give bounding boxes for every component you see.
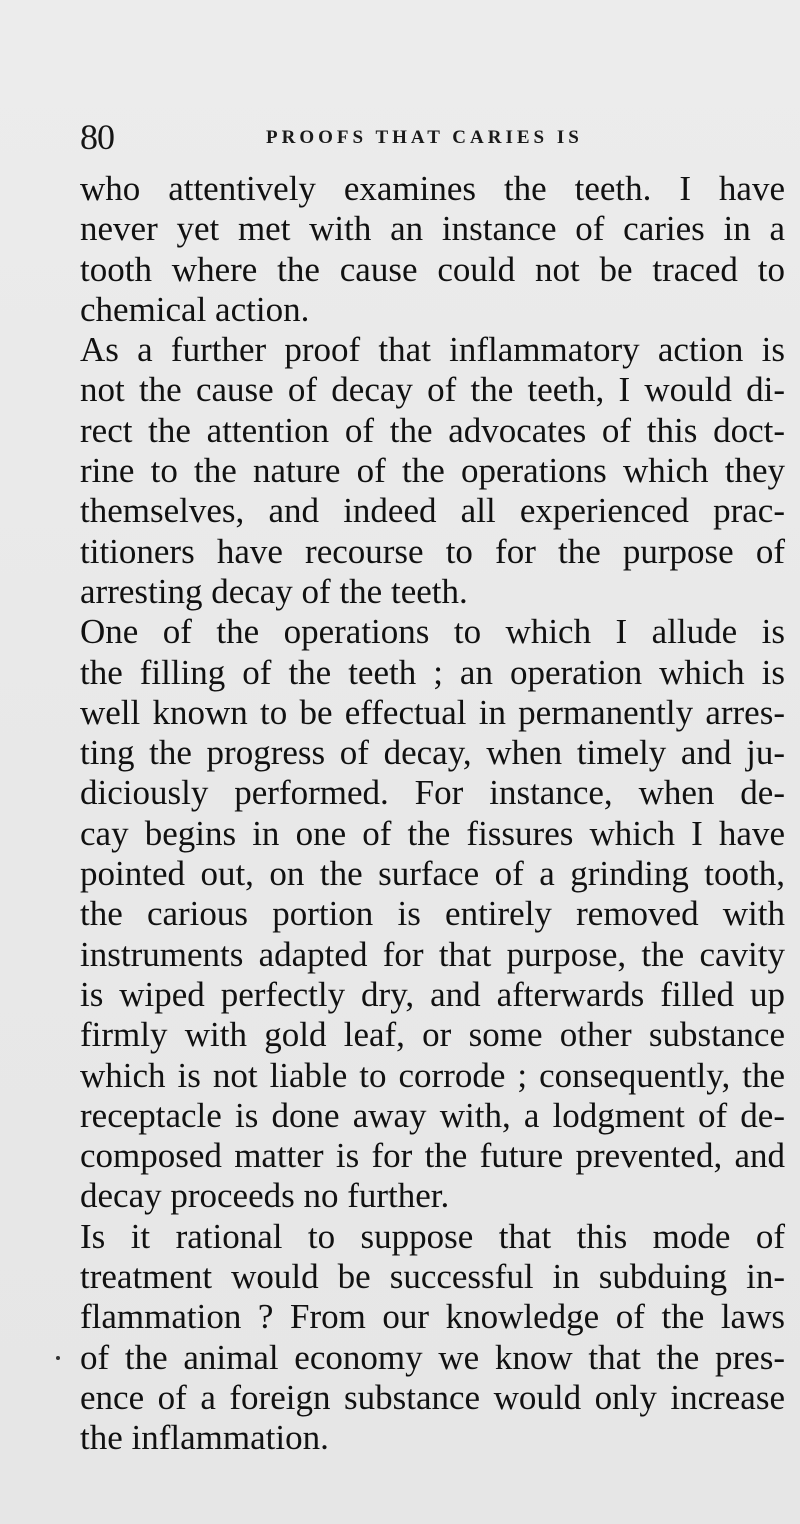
text-line: tooth where the cause could not be traced to	[80, 249, 785, 289]
text-line: As a further proof that inflammatory action is	[80, 330, 785, 370]
text-line: is wiped perfectly dry, and afterwards filled up	[80, 974, 785, 1014]
text-line: arresting decay of the teeth.	[80, 571, 468, 611]
text-line: the inflammation.	[80, 1418, 329, 1458]
running-title: PROOFS THAT CARIES IS	[266, 127, 583, 148]
margin-mark	[56, 1356, 60, 1360]
text-line: Is it rational to suppose that this mode of	[80, 1216, 785, 1256]
text-line: cay begins in one of the fissures which I have	[80, 813, 785, 853]
text-line: titioners have recourse to for the purpose of	[80, 531, 785, 571]
text-line: well known to be effectual in permanently arres-	[80, 692, 785, 732]
page-number: 80	[80, 117, 114, 157]
text-line: not the cause of decay of the teeth, I would di-	[80, 370, 785, 410]
text-line: flammation ? From our knowledge of the laws	[80, 1297, 785, 1337]
text-line: firmly with gold leaf, or some other substance	[80, 1015, 785, 1055]
text-line: ting the progress of decay, when timely and ju-	[80, 733, 785, 773]
text-line: never yet met with an instance of caries in a	[80, 209, 785, 249]
text-line: pointed out, on the surface of a grinding tooth,	[80, 854, 785, 894]
text-line: instruments adapted for that purpose, the cavity	[80, 934, 785, 974]
body-text	[80, 169, 785, 1459]
text-line: treatment would be successful in subduing in-	[80, 1257, 785, 1297]
text-line: who attentively examines the teeth. I have	[80, 169, 785, 208]
text-line: One of the operations to which I allude is	[80, 612, 785, 652]
text-line: chemical action.	[80, 289, 310, 329]
text-line: rine to the nature of the operations which they	[80, 451, 785, 491]
text-line: which is not liable to corrode ; consequently, the	[80, 1055, 785, 1095]
text-line: rect the attention of the advocates of this doct-	[80, 410, 785, 450]
text-line: ence of a foreign substance would only increase	[80, 1377, 785, 1417]
text-line: composed matter is for the future prevented, and	[80, 1136, 785, 1176]
text-line: diciously performed. For instance, when de-	[80, 773, 785, 813]
text-line: the filling of the teeth ; an operation which is	[80, 652, 785, 692]
text-line: of the animal economy we know that the pres-	[80, 1337, 785, 1377]
text-line: decay proceeds no further.	[80, 1176, 450, 1216]
text-line: the carious portion is entirely removed with	[80, 894, 785, 934]
text-line: themselves, and indeed all experienced prac-	[80, 491, 785, 531]
text-line: receptacle is done away with, a lodgment of de-	[80, 1095, 785, 1135]
